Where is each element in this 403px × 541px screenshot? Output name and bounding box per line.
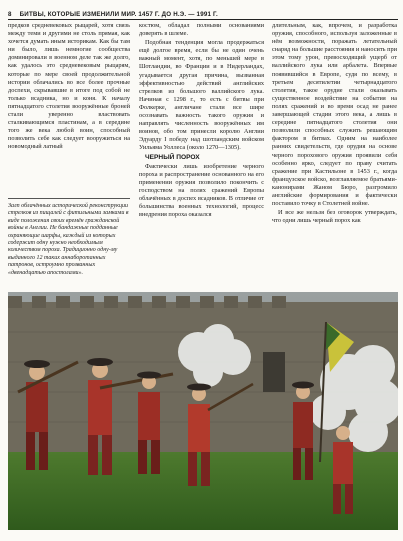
section-heading: ЧЕРНЫЙ ПОРОХ (145, 153, 200, 161)
paragraph: Фактически лишь изобретение черного пороха и распространение основанного на его применении оружия позволило покончить с господством на полях сражений Европы облачённых в доспех всадников. В отличие от большинства военных технологий, процесс внедрения пороха оказался (139, 162, 264, 219)
musketeers-photo (8, 292, 398, 530)
caption-text: Залп облачённых исторической реконструкции стрелков из пищалей с фитильными замками в виде положения своих времён гражданской войны в Англии. Не бандажные подданные охраняющие шарфы, каждый из которых содержит одну нужно необходимым количеством пороха. Традиционно одну-му выданного 12 таких аннаборотанных патронов, остроумно прозванных «двенадцатью апостолами». (8, 203, 129, 276)
photo-caption (8, 198, 130, 277)
running-header (8, 6, 398, 20)
paragraph: костюм, обладал полными основаниями доверять в шлеме. (139, 22, 264, 38)
paragraph: предков средневековых рыцарей, хотя связь между теми и другими не столь прямая, как хочется думать иным историкам. Как бы там ни было, лишь немногие сообщества доминировали в военном деле так же долго, как удалось это средневековым рыцарям, которые по мере своей продолжительной истории облачались во все более прочные доспехи, скрывавшие в итоге под собой не только всадника, но и коня. К началу пятнадцатого столетия вооружённые броней стали уверенно властвовать сталкивающимся пластинам, а в середине того же века любой воин, способный позволить себе как следует вооружиться на новомодный латный (8, 22, 130, 151)
paragraph: Подобная тенденция могла продержаться ещё долгое время, если бы не один очень важный момент, хотя, по меньшей мере в Шотландии, во Франции и в Нидерландах, угадывается другая причина, вызванная эффективностью действий английских стрелков из большого валлийского лука. Начиная с 1298 г., то есть с битвы при Фолкерке, англичане стали все шире осознавать важность такого оружия и направлять численность вооружённых им воинов, обо том принесли королю Англии Эдуарду I победу над шотландским войском Уильяма Уоллеса (около 1270—1305). (139, 39, 264, 152)
text-column-left (8, 22, 130, 153)
paragraph: длительным, как, впрочем, и разработка оружия, способного, используя заложенные в нём возможности, поражать летательный снаряд на большие расстояния и наносить при этом тому урон, превосходящий ущерб от валлийского лука или арбалета. Впервые появившийся в Европе, судя по всему, в третьем десятилетии четырнадцатого столетия, такое орудие стали оказывать существенное воздействие на события на полях сражений и во время осад не ранее завершающей стадии этого века, а лишь в середине пятнадцатого столетия они позволили способных служить решающим фактором в битвах. Одним на наиболее ранних свидетельств, где орудия на основе черного порохового оружия проявили себя особенно ярко, следует по праву считать сражение при Кастильоне в 1453 г., когда французское войско, возглавляемое братьями-канонирами Жаном Бюро, разгромило английские формирования и фактически поставило точку в Столетней войне. (272, 22, 397, 208)
paragraph: И все же нельзя без оговорок утверждать, что одни лишь черный порох как (272, 209, 397, 225)
page-number: 8 (8, 11, 12, 18)
text-column-right (272, 22, 397, 226)
running-title: БИТВЫ, КОТОРЫЕ ИЗМЕНИЛИ МИР. 1457 Г. ДО Н.Э. — 1991 Г. (19, 11, 218, 18)
text-column-middle (139, 22, 264, 220)
